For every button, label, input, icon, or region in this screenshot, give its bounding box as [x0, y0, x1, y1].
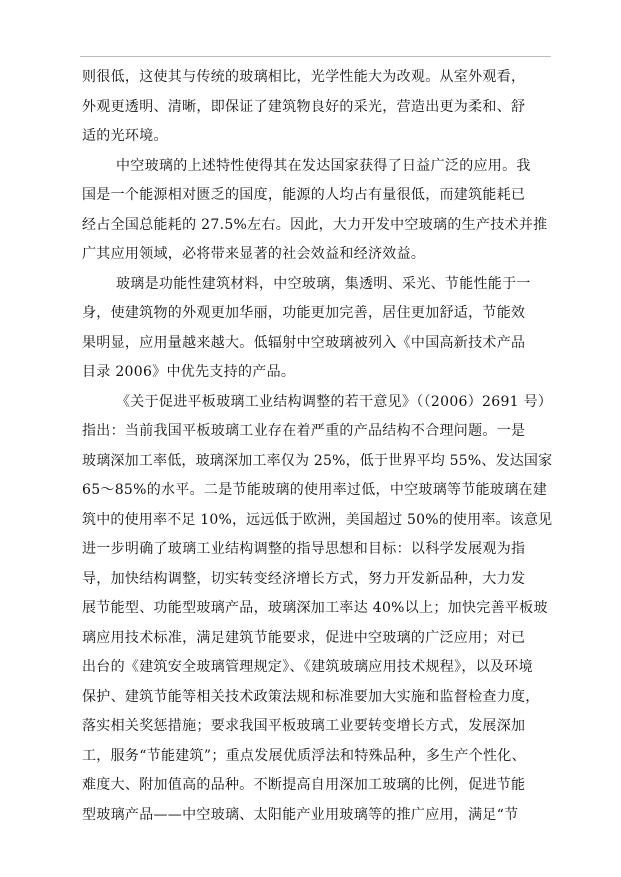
text-line: 65～85%的水平。二是节能玻璃的使用率过低，中空玻璃等节能玻璃在建: [82, 482, 548, 498]
header-rule: [80, 56, 551, 57]
text-line: 适的光环境。: [82, 128, 168, 144]
text-line: 身，使建筑物的外观更加华丽，功能更加完善，居住更加舒适，节能效: [82, 305, 526, 321]
text-line: 难度大、附加值高的品种。不断提高自用深加工玻璃的比例，促进节能: [82, 777, 526, 793]
text-line: 璃应用技术标准，满足建筑节能要求，促进中空玻璃的广泛应用；对已: [82, 629, 526, 646]
body-text: [82, 63, 552, 830]
paragraph: [82, 152, 552, 270]
text-line: 指出：当前我国平板玻璃工业存在着严重的产品结构不合理问题。一是: [82, 423, 526, 439]
text-line: 玻璃是功能性建筑材料，中空玻璃，集透明、采光、节能性能于一: [116, 275, 531, 292]
text-line: 中空玻璃的上述特性使得其在发达国家获得了日益广泛的应用。我: [116, 157, 531, 174]
text-line: 导，加快结构调整，切实转变经济增长方式，努力开发新品种，大力发: [82, 570, 526, 587]
text-line: 进一步明确了玻璃工业结构调整的指导思想和目标：以科学发展观为指: [82, 541, 526, 557]
text-line: 目录 2006》中优先支持的产品。: [82, 364, 296, 380]
text-line: 经占全国总能耗的 27.5%左右。因此，大力开发中空玻璃的生产技术并推: [82, 216, 548, 233]
text-line: 广其应用领域，必将带来显著的社会效益和经济效益。: [82, 246, 426, 262]
text-line: 外观更透明、清晰，即保证了建筑物良好的采光，营造出更为柔和、舒: [82, 98, 526, 115]
text-line: 展节能型、功能型玻璃产品，玻璃深加工率达 40%以上；加快完善平板玻: [82, 600, 548, 616]
paragraph: [82, 388, 552, 831]
text-line: 保护、建筑节能等相关技术政策法规和标准要加大实施和监督检查力度，: [82, 688, 540, 705]
text-line: 筑中的使用率不足 10%，远远低于欧洲，美国超过 50%的使用率。该意见: [82, 511, 553, 528]
text-line: 果明显，应用量越来越大。低辐射中空玻璃被列入《中国高新技术产品: [82, 334, 526, 351]
text-line: 则很低，这使其与传统的玻璃相比，光学性能大为改观。从室外观看，: [82, 69, 526, 85]
text-line: 《关于促进平板玻璃工业结构调整的若干意见》（（2006）2691 号）: [116, 393, 553, 410]
text-line: 工，服务“节能建筑”；重点发展优质浮法和特殊品种，多生产个性化、: [82, 747, 526, 764]
text-line: 国是一个能源相对匮乏的国度，能源的人均占有量很低，而建筑能耗已: [82, 187, 526, 203]
text-line: 出台的《建筑安全玻璃管理规定》、《建筑玻璃应用技术规程》，以及环境: [82, 659, 533, 675]
paragraph: [82, 63, 552, 152]
text-line: 玻璃深加工率低，玻璃深加工率仅为 25%，低于世界平均 55%、发达国家: [82, 452, 553, 469]
text-line: 落实相关奖惩措施；要求我国平板玻璃工业要转变增长方式，发展深加: [82, 718, 526, 734]
paragraph: [82, 270, 552, 388]
text-line: 型玻璃产品——中空玻璃、太阳能产业用玻璃等的推广应用，满足“节: [82, 806, 519, 823]
